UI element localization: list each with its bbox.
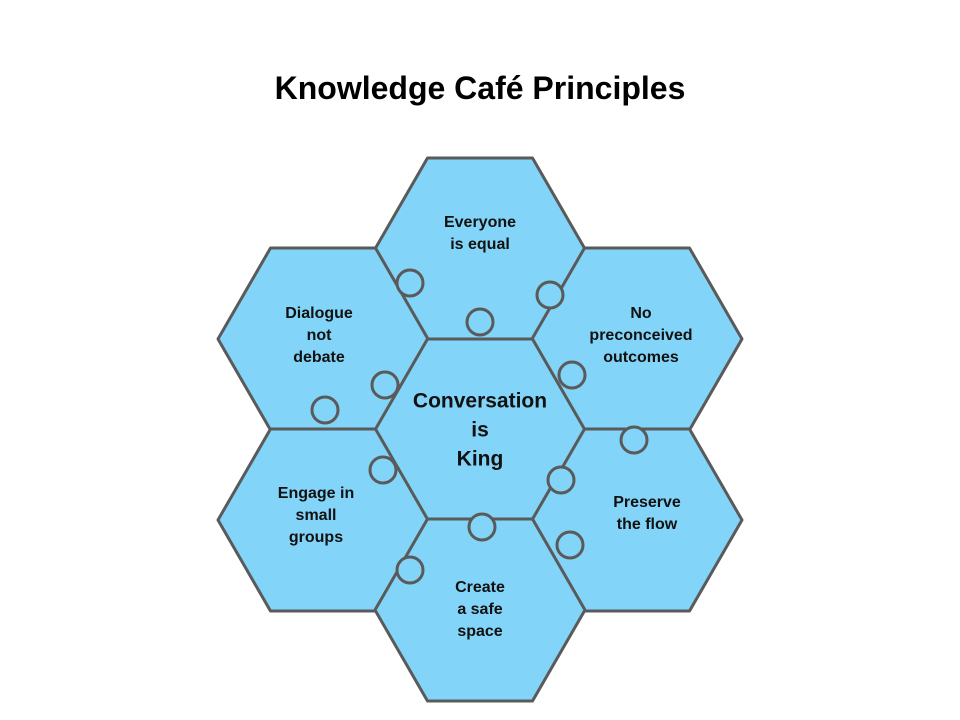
- hex-label-top: Everyone is equal: [443, 214, 517, 253]
- puzzle-tab-lower-left-bottom: [397, 557, 423, 583]
- puzzle-tab-center-lower-left: [370, 457, 396, 483]
- puzzle-tab-top-upper-left: [397, 270, 423, 296]
- puzzle-tab-top-upper-right: [537, 282, 563, 308]
- slide-title: Knowledge Café Principles: [274, 70, 686, 106]
- hex-label-upper-right: No preconceived outcomes: [589, 305, 693, 366]
- hex-label-upper-left: Dialogue not debate: [285, 305, 353, 366]
- hex-label-bottom: Create a safe space: [455, 579, 505, 640]
- puzzle-tab-center-bottom: [469, 514, 495, 540]
- puzzle-tab-upper-right-center: [559, 362, 585, 388]
- puzzle-tab-upper-right-lower-right: [621, 427, 647, 453]
- hex-label-lower-left: Engage in small groups: [277, 485, 355, 546]
- puzzle-tab-center-lower-right: [548, 467, 574, 493]
- puzzle-tab-lower-right-bottom: [557, 532, 583, 558]
- puzzle-tab-upper-left-lower-left: [312, 397, 338, 423]
- hex-label-center: Conversation is King: [412, 389, 548, 471]
- puzzle-tab-upper-left-center: [372, 372, 398, 398]
- puzzle-tab-top-center: [467, 309, 493, 335]
- hex-label-lower-right: Preserve the flow: [613, 494, 681, 533]
